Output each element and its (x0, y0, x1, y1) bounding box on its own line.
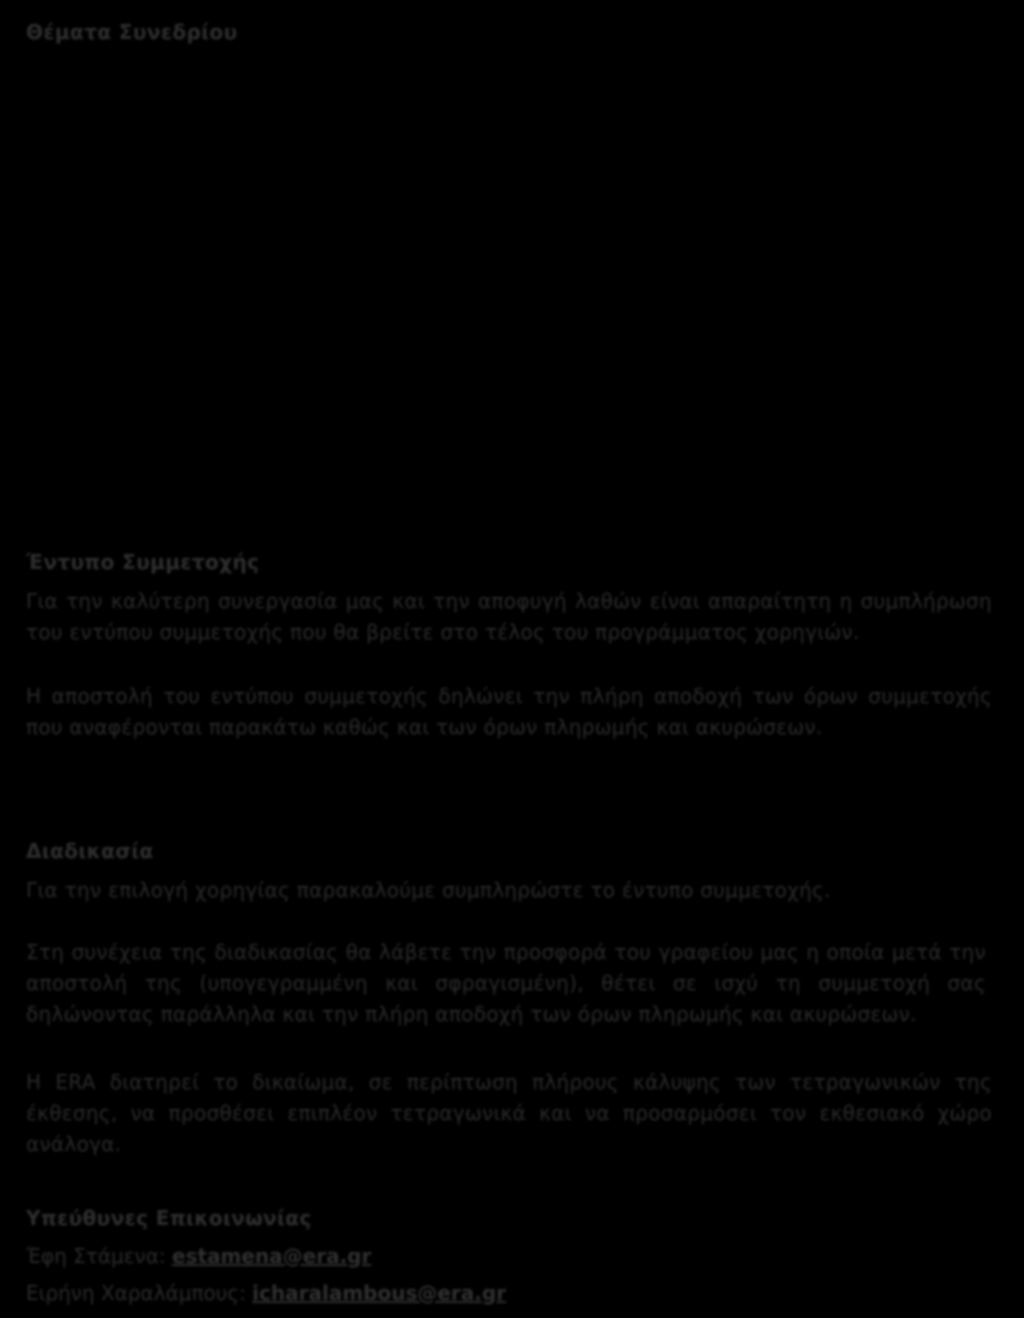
registration-paragraph: Η αποστολή του εντύπου συμμετοχής δηλώνει την πλήρη αποδοχή των όρων συμμετοχής που αναφέρονται παρακάτω καθώς και των όρων πληρωμής και ακυρώσεων. (26, 684, 992, 739)
themes-heading: Θέματα Συνεδρίου (26, 20, 238, 44)
contacts-heading: Υπεύθυνες Επικοινωνίας (26, 1206, 312, 1230)
contact-email-link[interactable]: estamena@era.gr (172, 1244, 372, 1268)
contact-line (26, 1241, 371, 1272)
procedure-paragraph: Για την επιλογή χορηγίας παρακαλούμε συμπληρώστε το έντυπο συμμετοχής. (26, 878, 831, 902)
procedure-paragraph: Η ERA διατηρεί το δικαίωμα, σε περίπτωση πλήρους κάλυψης των τετραγωνικών της έκθεσης, να προσθέσει επιπλέον τετραγωνικά και να προσαρμόσει τον εκθεσιακό χώρο ανάλογα. (26, 1070, 992, 1156)
procedure-paragraph: Στη συνέχεια της διαδικασίας θα λάβετε την προσφορά του γραφείου μας η οποία μετά την αποστολή της (υπογεγραμμένη και σφραγισμένη), θέτει σε ισχύ τη συμμετοχή σας δηλώνοντας παράλληλα και την πλήρη αποδοχή των όρων πληρωμής και ακυρώσεων. (26, 940, 986, 1026)
contact-name: Έφη Στάμενα: (26, 1244, 172, 1268)
contact-line (26, 1278, 506, 1309)
registration-heading: Έντυπο Συμμετοχής (26, 550, 260, 574)
procedure-heading: Διαδικασία (26, 839, 154, 863)
registration-paragraph: Για την καλύτερη συνεργασία μας και την αποφυγή λαθών είναι απαραίτητη η συμπλήρωση του εντύπου συμμετοχής που θα βρείτε στο τέλος του προγράμματος χορηγιών. (26, 589, 992, 644)
contact-email-link[interactable]: icharalambous@era.gr (252, 1281, 507, 1305)
contact-name: Ειρήνη Χαραλάμπους: (26, 1281, 253, 1305)
